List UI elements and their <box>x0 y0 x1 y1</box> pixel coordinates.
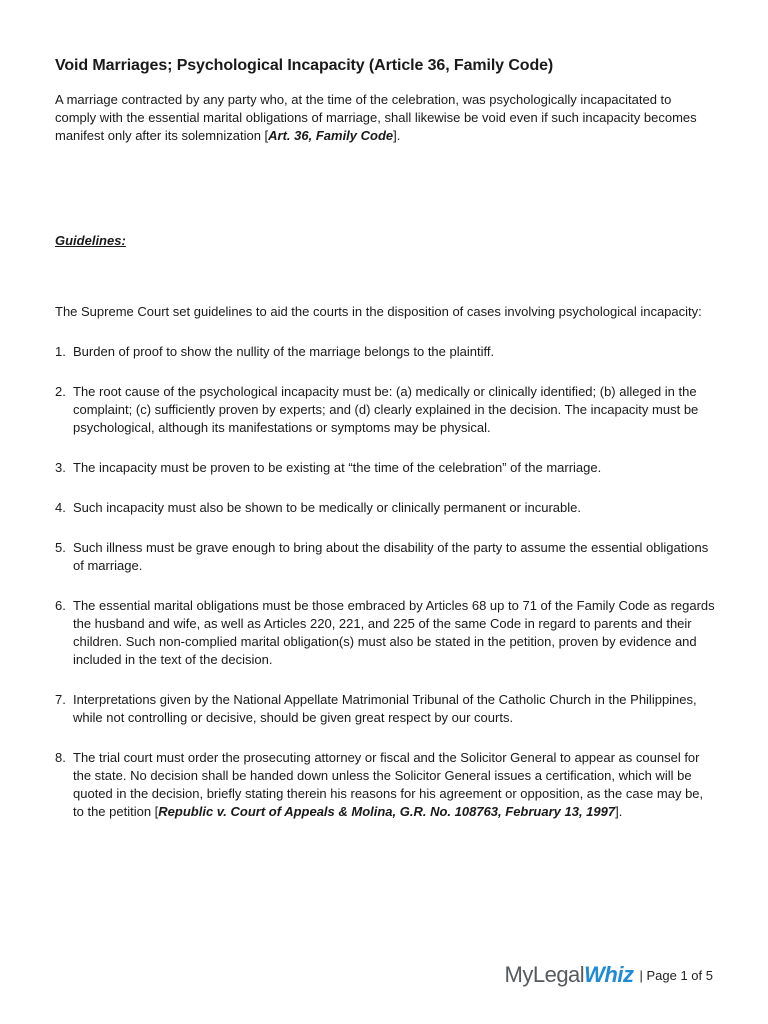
list-item <box>55 499 715 517</box>
item-text: Interpretations given by the National Appellate Matrimonial Tribunal of the Catholic Church in the Philippines, while not controlling or decisive, should be given great respect by our courts. <box>73 692 697 725</box>
intro-citation: Art. 36, Family Code <box>268 128 394 143</box>
list-item <box>55 343 715 361</box>
item-number: 5. <box>55 540 66 555</box>
document-page <box>55 56 715 821</box>
list-item <box>55 691 715 727</box>
item-text: The root cause of the psychological incapacity must be: (a) medically or clinically identified; (b) alleged in the complaint; (c) sufficiently proven by experts; and (d) clearly explained in the decision. The incapacity must be psychological, although its manifestations or symptoms may be physical. <box>73 384 699 435</box>
intro-end: ]. <box>393 128 401 143</box>
item-text: Such illness must be grave enough to bring about the disability of the party to assume the essential obligations of marriage. <box>73 540 709 573</box>
page-number: | Page 1 of 5 <box>639 967 713 983</box>
page-title: Void Marriages; Psychological Incapacity (Article 36, Family Code) <box>55 57 554 74</box>
guidelines-heading: Guidelines: <box>55 233 126 248</box>
item-number: 8. <box>55 750 66 765</box>
item-number: 2. <box>55 384 66 399</box>
item-number: 7. <box>55 692 66 707</box>
item-text: Such incapacity must also be shown to be medically or clinically permanent or incurable. <box>73 500 581 515</box>
item-text: Burden of proof to show the nullity of the marriage belongs to the plaintiff. <box>73 344 495 359</box>
item-number: 4. <box>55 500 66 515</box>
item-number: 6. <box>55 598 66 613</box>
item-text: The essential marital obligations must be those embraced by Articles 68 up to 71 of the Family Code as regards the husband and wife, as well as Articles 220, 221, and 225 of the same Code in regard to parents and their children. Such non-complied marital obligation(s) must also be stated in the petition, proven by evidence and included in the text of the decision. <box>73 598 715 667</box>
lead-paragraph: The Supreme Court set guidelines to aid the courts in the disposition of cases involving psychological incapacity: <box>55 304 702 319</box>
item-citation: Republic v. Court of Appeals & Molina, G.R. No. 108763, February 13, 1997 <box>158 804 616 819</box>
guidelines-list <box>55 343 715 821</box>
mylegalwhiz-logo <box>505 962 634 988</box>
intro-text: A marriage contracted by any party who, at the time of the celebration, was psychologically incapacitated to comply with the essential marital obligations of marriage, shall likewise be void even if such incapacity becomes manifest only after its solemnization [ <box>55 92 697 143</box>
item-text: The trial court must order the prosecuting attorney or fiscal and the Solicitor General to appear as counsel for the state. No decision shall be handed down unless the Solicitor General issues a certification, which will be quoted in the decision, briefly stating therein his reasons for his agreement or opposition, as the case may be, to the petition [ <box>73 750 704 819</box>
logo-text: MyLegal <box>504 962 585 987</box>
item-text: The incapacity must be proven to be existing at “the time of the celebration” of the marriage. <box>73 460 602 475</box>
page-footer <box>505 962 713 988</box>
list-item <box>55 459 715 477</box>
logo-accent-text: Whiz <box>584 962 634 987</box>
item-end: ]. <box>615 804 623 819</box>
list-item <box>55 597 715 669</box>
list-item <box>55 383 715 437</box>
item-number: 1. <box>55 344 66 359</box>
item-number: 3. <box>55 460 66 475</box>
intro-paragraph <box>55 91 715 145</box>
list-item <box>55 749 715 821</box>
list-item <box>55 539 715 575</box>
